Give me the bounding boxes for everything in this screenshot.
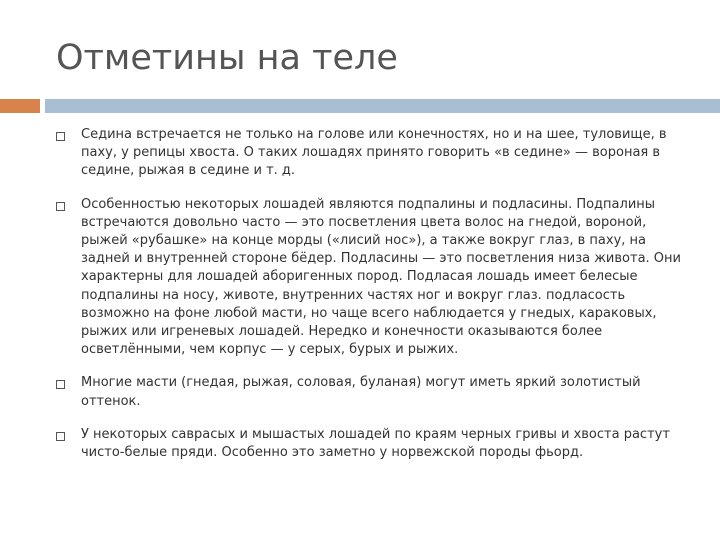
square-bullet-icon: [56, 432, 65, 441]
bullet-item: [56, 426, 696, 462]
bullet-text: Седина встречается не только на голове или конечностях, но и на шее, туловище, в паху, у репицы хвоста. О таких лошадях принято говорить «в седине» — вороная в седине, рыжая в седине и т. д.: [81, 127, 667, 179]
title-accent-block: [0, 99, 40, 113]
square-bullet-icon: [56, 132, 65, 141]
bullet-item: [56, 196, 696, 360]
bullet-text: Многие масти (гнедая, рыжая, соловая, буланая) могут иметь яркий золотистый оттенок.: [81, 375, 641, 409]
bullet-item: [56, 374, 696, 410]
title-underline-bar: [45, 99, 720, 113]
slide-title: Отметины на теле: [56, 38, 398, 78]
bullet-text: У некоторых саврасых и мышастых лошадей по краям черных гривы и хвоста растут чисто-белые пряди. Особенно это заметно у норвежской породы фьорд.: [81, 426, 670, 461]
square-bullet-icon: [56, 380, 65, 389]
bullet-list: [56, 126, 696, 477]
bullet-text: Особенностью некоторых лошадей являются подпалины и подласины. Подпалины встречаются довольно часто — это посветления цвета волос на гнедой, вороной, рыжей «рубашке» на конце морды («лисий нос»), а также вокруг глаз, в паху, на задней и внутренней стороне бёдер. Подласины — это посветления низа живота. Они характерны для лошадей аборигенных пород. Подласая лошадь имеет белесые подпалины на носу, животе, внутренних частях ног и вокруг глаз. подласость возможно на фоне любой масти, но чаще всего наблюдается у гнедых, караковых, рыжих или игреневых лошадей. Нередко и конечности оказываются более осветлёнными, чем корпус — у серых, бурых и рыжих.: [81, 196, 681, 358]
square-bullet-icon: [56, 202, 65, 211]
bullet-item: [56, 126, 696, 181]
